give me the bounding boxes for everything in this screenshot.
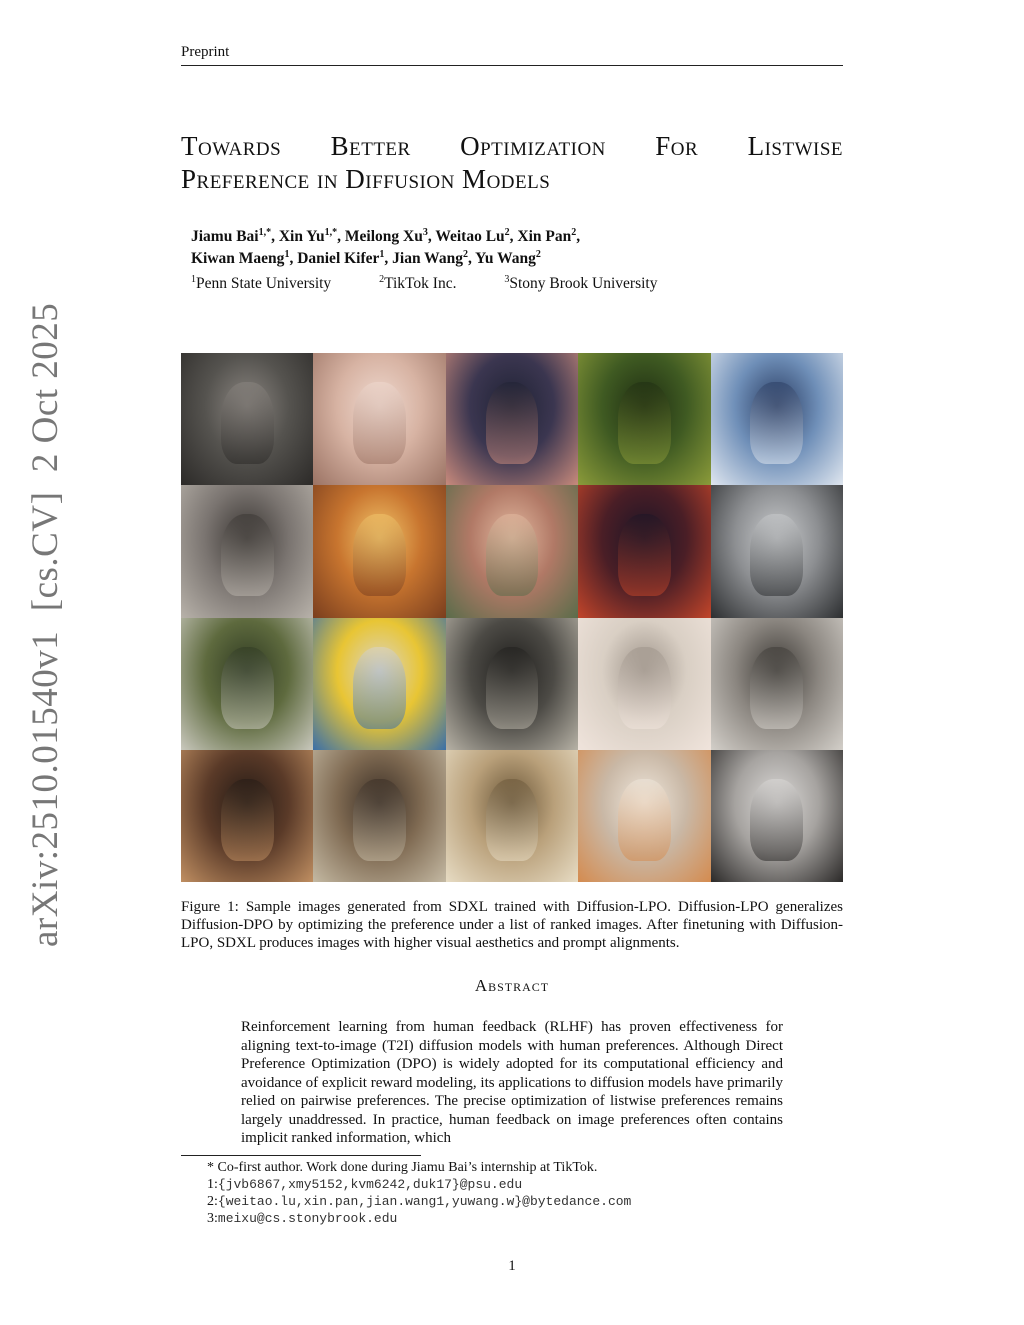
- image-subject: [618, 514, 671, 596]
- image-subject: [618, 382, 671, 464]
- red-dragon-fire-image: [578, 485, 710, 617]
- image-subject: [750, 514, 803, 596]
- image-subject: [750, 647, 803, 729]
- footnote-rule: [181, 1155, 421, 1156]
- hooded-figure-pond-image: [181, 618, 313, 750]
- green-dragon-forest-image: [578, 353, 710, 485]
- image-subject: [353, 514, 406, 596]
- woman-in-ruined-city-image: [181, 353, 313, 485]
- ornate-bedroom-image: [446, 750, 578, 882]
- image-subject: [486, 779, 539, 861]
- arxiv-identifier: arXiv:2510.01540v1 [cs.CV] 2 Oct 2025: [25, 302, 66, 947]
- blue-demon-warrior-image: [711, 353, 843, 485]
- running-header: Preprint: [181, 44, 843, 66]
- image-subject: [221, 382, 274, 464]
- girl-with-flower-crown-image: [313, 353, 445, 485]
- affiliations: [191, 275, 791, 293]
- image-subject: [353, 779, 406, 861]
- figure-caption: Figure 1: Sample images generated from SDXL trained with Diffusion-LPO. Diffusion-LPO generalizes Diffusion-DPO by optimizing the preference under a list of ranked images. After finetuning with Diffusion-LPO, SDXL produces images with higher visual aesthetics and prompt alignments.: [181, 899, 843, 951]
- smiling-woman-sun-image: [313, 485, 445, 617]
- author: Kiwan Maeng$^1$: [191, 248, 290, 267]
- raccoon-in-suit-image: [711, 750, 843, 882]
- image-subject: [750, 382, 803, 464]
- affiliation: $^2$TikTok Inc.: [379, 273, 457, 292]
- cofirst-footnote: * Co-first author. Work done during Jiamu Bai’s internship at TikTok.: [207, 1160, 598, 1175]
- paper-title: [181, 130, 843, 196]
- image-subject: [486, 382, 539, 464]
- author: Weitao Lu$^2$: [435, 226, 510, 245]
- author: Xin Pan$^2$: [517, 226, 577, 245]
- author: Jian Wang$^2$: [392, 248, 468, 267]
- title-line-2: Preference in Diffusion Models: [181, 164, 551, 194]
- image-subject: [618, 779, 671, 861]
- owl-on-branch-image: [711, 618, 843, 750]
- abstract-body: Reinforcement learning from human feedback (RLHF) has proven effectiveness for aligning text-to-image (T2I) diffusion models with human preferences. Although Direct Preference Optimization (DPO) is widely adopted for its computational efficiency and avoidance of explicit reward modeling, its applications to diffusion models have primarily relied on pairwise preferences. The precise optimization of listwise preferences remains largely unaddressed. In practice, human feedback on image preferences often contains implicit ranked information, which: [241, 1019, 783, 1146]
- mountain-lake-sunset-image: [446, 353, 578, 485]
- japanese-mountain-temple-image: [446, 485, 578, 617]
- victorian-man-portrait-image: [181, 750, 313, 882]
- cute-bunny-image: [578, 618, 710, 750]
- image-subject: [486, 647, 539, 729]
- title-line-1: Towards Better Optimization For Listwise: [181, 131, 843, 161]
- cyborg-robot-image: [711, 485, 843, 617]
- author: Jiamu Bai$^{1,*}$: [191, 226, 272, 245]
- page-number: 1: [508, 1258, 516, 1274]
- abstract-heading: Abstract: [474, 976, 550, 995]
- email-footnote: 1:{jvb6867,xmy5152,kvm6242,duk17}@psu.edu: [207, 1177, 523, 1192]
- sample-image-grid: [181, 353, 843, 882]
- affiliation: $^1$Penn State University: [191, 273, 332, 292]
- footnotes: [207, 1159, 827, 1227]
- owl-in-jar-image: [313, 750, 445, 882]
- author: Xin $Yu^{1,*}$: [278, 226, 338, 245]
- image-subject: [353, 647, 406, 729]
- image-subject: [486, 514, 539, 596]
- image-subject: [353, 382, 406, 464]
- email-footnote: 2:{weitao.lu,xin.pan,jian.wang1,yuwang.w}@bytedance.com: [207, 1194, 632, 1209]
- image-subject: [221, 779, 274, 861]
- author: Yu Wang$^2$: [475, 248, 541, 267]
- image-subject: [618, 647, 671, 729]
- image-subject: [221, 647, 274, 729]
- image-subject: [221, 514, 274, 596]
- cat-with-laptop-image: [578, 750, 710, 882]
- image-subject: [750, 779, 803, 861]
- ship-stormy-sea-image: [446, 618, 578, 750]
- affiliation: $^3$Stony Brook University: [504, 273, 658, 292]
- email-footnote: 3:meixu@cs.stonybrook.edu: [207, 1211, 398, 1226]
- yellow-flowers-vase-image: [313, 618, 445, 750]
- author: Meilong Xu$^3$: [344, 226, 428, 245]
- author: Daniel Kifer$^1$: [297, 248, 385, 267]
- armored-knight-image: [181, 485, 313, 617]
- author-list: Jiamu Bai$^{1,*}$, Xin $Yu^{1,*}$, Meilong Xu$^3$, Weitao Lu$^2$, Xin Pan$^2$, Kiwan Maeng$^1$, Daniel Kifer$^1$, Jian Wang$^2$, Yu Wang$^2$: [191, 226, 581, 267]
